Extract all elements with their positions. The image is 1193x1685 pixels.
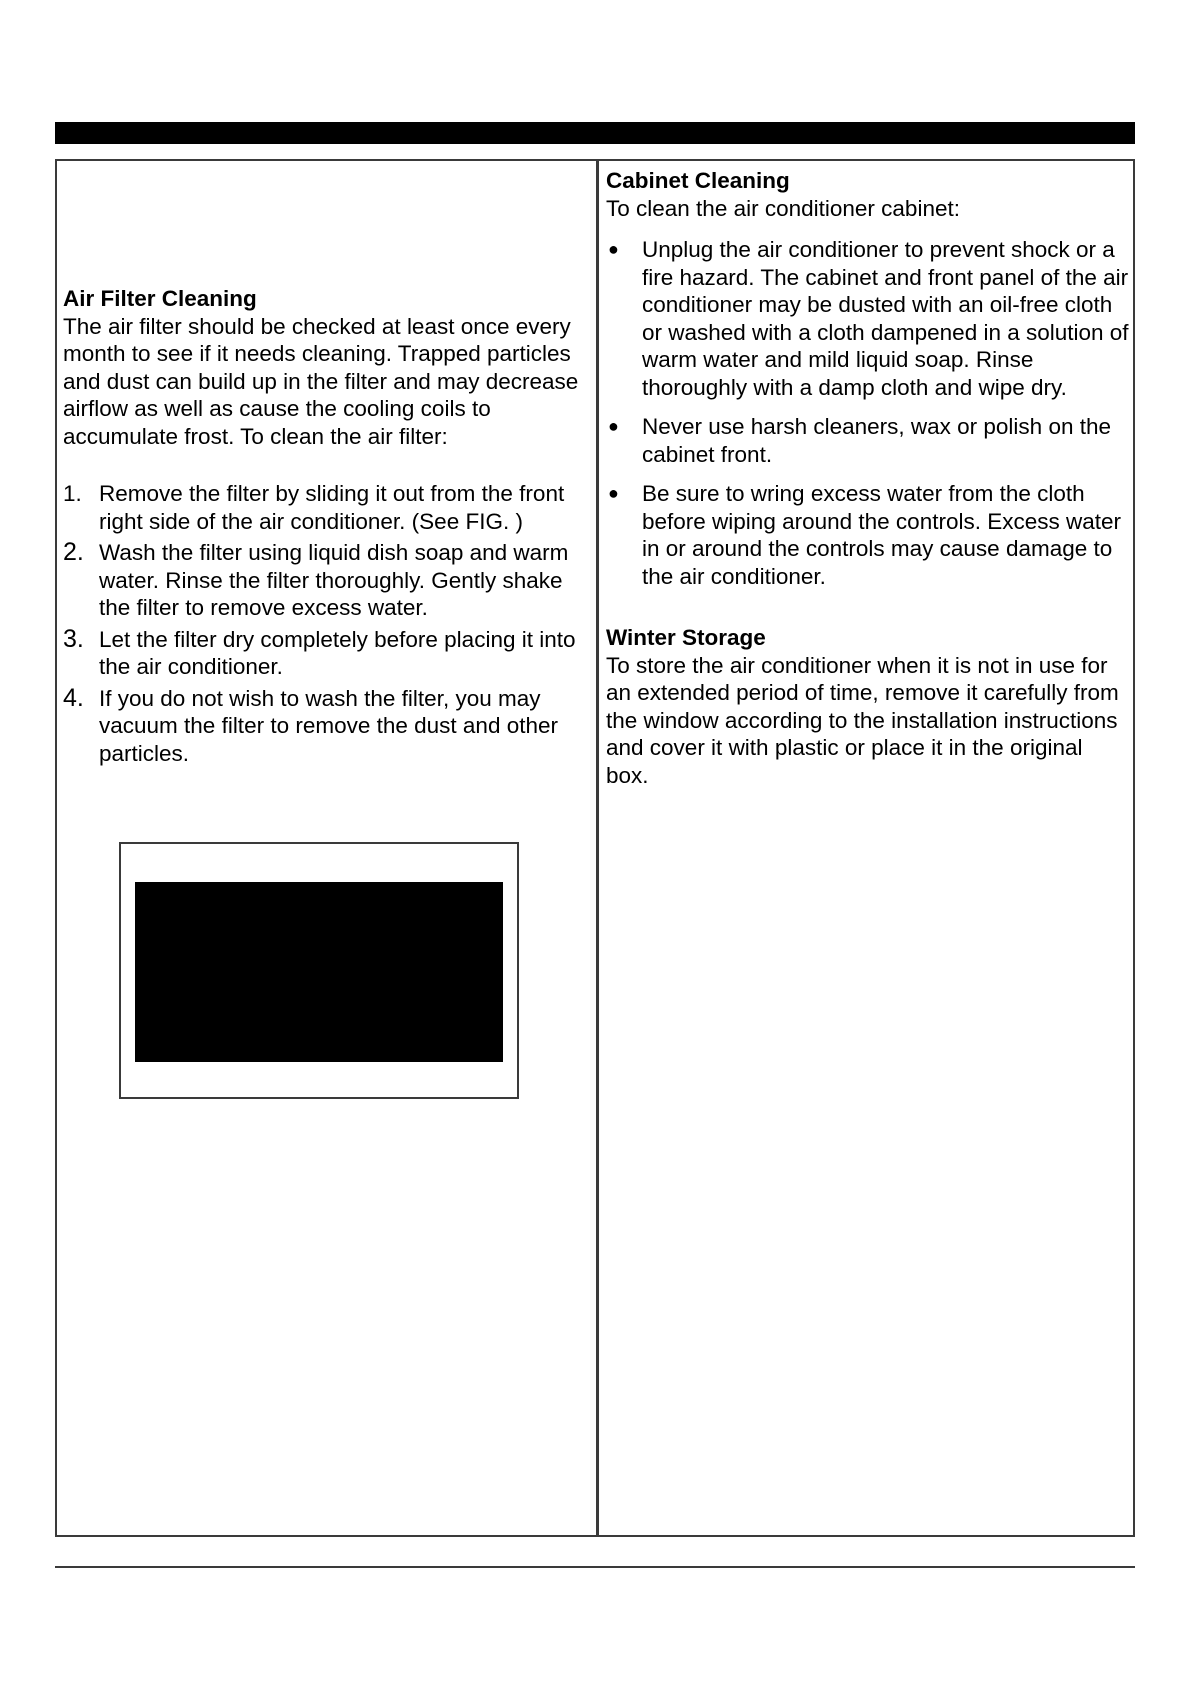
step-number: 3.	[63, 624, 84, 653]
bullet-text: Never use harsh cleaners, wax or polish on the cabinet front.	[642, 414, 1111, 467]
step-number: 1.	[63, 481, 82, 506]
bullet-icon: ●	[608, 416, 619, 436]
content-frame	[55, 159, 1135, 1537]
step-item	[63, 685, 593, 768]
cabinet-cleaning-bullets	[606, 236, 1130, 590]
step-text: Let the filter dry completely before placing it into the air conditioner.	[99, 626, 576, 679]
winter-storage-heading: Winter Storage	[606, 625, 766, 650]
right-column	[606, 167, 1130, 789]
step-item	[63, 539, 593, 622]
bullet-text: Be sure to wring excess water from the cloth before wiping around the controls. Excess water in or around the controls may cause damage to the air conditioner.	[642, 481, 1122, 589]
bullet-item	[606, 480, 1130, 590]
bullet-icon: ●	[608, 239, 619, 259]
step-number: 4.	[63, 683, 84, 712]
step-text: If you do not wish to wash the filter, you may vacuum the filter to remove the dust and other particles.	[99, 685, 558, 766]
step-item	[63, 626, 593, 681]
cabinet-cleaning-intro: To clean the air conditioner cabinet:	[606, 195, 960, 221]
bullet-text: Unplug the air conditioner to prevent shock or a fire hazard. The cabinet and front panel of the air conditioner may be dusted with an oil-free cloth or washed with a cloth dampened in a solution of warm water and mild liquid soap. Rinse thoroughly with a damp cloth and wipe dry.	[642, 237, 1129, 400]
column-divider	[596, 161, 599, 1535]
header-bar	[55, 122, 1135, 144]
bullet-item	[606, 413, 1130, 468]
step-text: Wash the filter using liquid dish soap and warm water. Rinse the filter thoroughly. Gently shake the filter to remove excess water.	[99, 540, 569, 620]
bullet-icon: ●	[608, 483, 619, 503]
step-text: Remove the filter by sliding it out from the front right side of the air conditioner. (See FIG. )	[99, 481, 565, 534]
air-filter-intro: The air filter should be checked at least once every month to see if it needs cleaning. Trapped particles and dust can build up in the filter and may decrease airflow as well as cause the cooling coils to accumulate frost. To clean the air filter:	[63, 313, 579, 449]
filter-figure-image	[135, 882, 503, 1062]
air-filter-steps	[63, 480, 593, 767]
left-column	[63, 285, 593, 771]
cabinet-cleaning-heading: Cabinet Cleaning	[606, 168, 790, 193]
step-number: 2.	[63, 538, 84, 566]
air-filter-heading: Air Filter Cleaning	[63, 286, 257, 311]
filter-figure-frame	[119, 842, 519, 1099]
step-item	[63, 480, 593, 535]
footer-rule	[55, 1566, 1135, 1568]
winter-storage-text: To store the air conditioner when it is not in use for an extended period of time, remove it carefully from the window according to the installation instructions and cover it with plastic or place it in the original box.	[606, 652, 1119, 788]
bullet-item	[606, 236, 1130, 401]
